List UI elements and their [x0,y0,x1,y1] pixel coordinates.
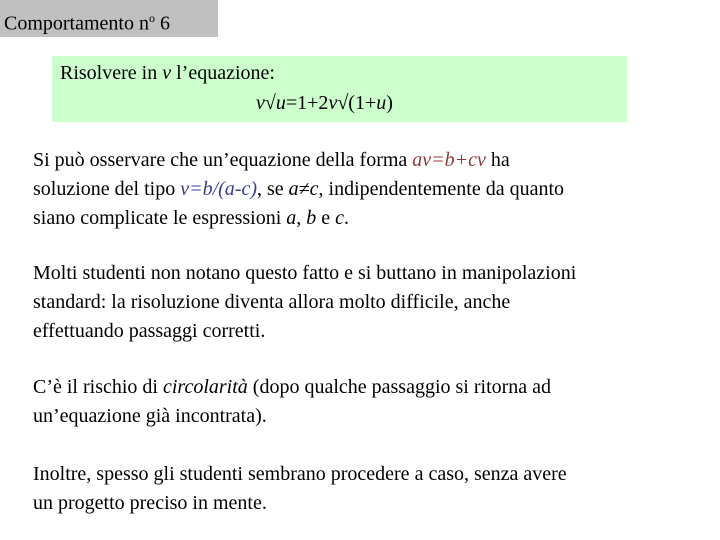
paragraph-4 [33,460,698,518]
title-number: 6 [154,12,170,35]
eq-mid: =1+2 [285,92,329,114]
p3-line2: un’equazione già incontrata). [33,405,267,427]
p2-line1: Molti studenti non notano questo fatto e si buttano in manipolazioni [33,262,577,284]
p1-text5: , indipendentemente da quanto [318,178,565,200]
eq-sqrt2: √(1+ [337,92,377,114]
p3-text: C’è il rischio di [33,376,163,398]
problem-statement-box [52,56,627,122]
p1-condition: a≠c [288,178,319,200]
p1-text4: , se [257,178,289,200]
paragraph-3 [33,373,698,431]
p1-c: c [335,207,345,229]
p4-line2: un progetto preciso in mente. [33,492,267,514]
p4-line1: Inoltre, spesso gli studenti sembrano procedere a caso, senza avere [33,463,567,485]
p1-dot: . [344,207,350,229]
eq-v1: v [256,92,265,114]
p1-solution: v=b/(a-c) [180,178,257,200]
eq-v2: v [328,92,338,114]
eq-u2: u [376,92,387,114]
problem-variable: v [162,62,172,84]
p1-text: Si può osservare che un’equazione della forma [33,149,413,171]
p1-b: b [306,207,317,229]
problem-text: Risolvere in [60,62,163,84]
p1-e: e [316,207,336,229]
problem-equation [256,92,393,115]
problem-text-end: l’equazione: [171,62,275,84]
p1-text2: ha [485,149,510,171]
title-superscript: o [148,11,155,25]
eq-end: ) [386,92,393,114]
p1-a: a [286,207,297,229]
problem-line [60,62,627,85]
p1-text6: siano complicate le espressioni [33,207,287,229]
p3-emphasis: circolarità [162,376,248,398]
paragraph-1 [33,146,698,233]
title-text: Comportamento n [4,12,149,35]
eq-u1: u [275,92,286,114]
eq-sqrt1: √ [264,92,276,114]
slide-title [0,0,218,37]
p1-form: av=b+cv [412,149,486,171]
p3-text2: (dopo qualche passaggio si ritorna ad [247,376,552,398]
p2-line3: effettuando passaggi corretti. [33,320,266,342]
p1-text3: soluzione del tipo [33,178,181,200]
p2-line2: standard: la risoluzione diventa allora molto difficile, anche [33,291,511,313]
p1-comma: , [296,207,307,229]
paragraph-2 [33,259,698,346]
